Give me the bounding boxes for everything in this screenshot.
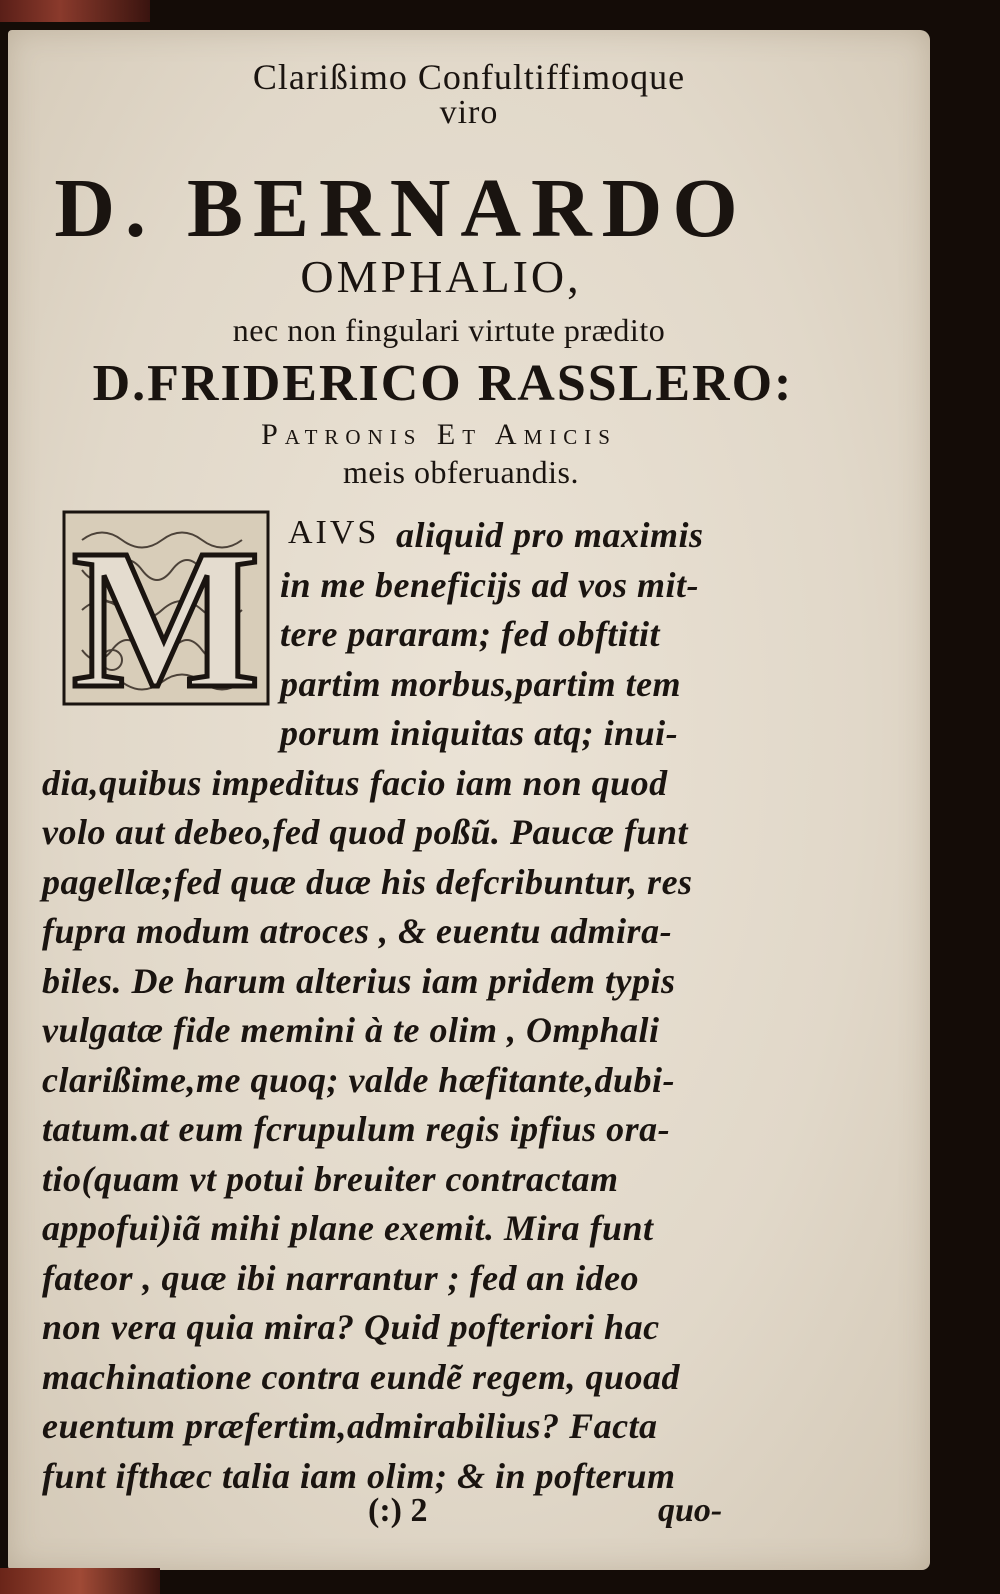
dedication-line-5: nec non fingulari virtute prædito [232,312,666,348]
body-line: funt ifthæc talia iam olim; & in pofterum [42,1455,676,1496]
body-line: volo aut debeo,fed quod poßũ. Paucæ funt [42,812,688,852]
opening-word: AIVS [288,514,380,551]
body-line: fupra modum atroces , & euentu admira- [42,911,673,951]
ornamental-initial-m [62,510,270,706]
body-line: euentum præfertim,admirabilius? Facta [42,1406,658,1446]
body-line: non vera quia mira? Quid pofteriori hac [42,1307,660,1347]
body-line: tio(quam vt potui breuiter contractam [42,1158,619,1199]
body-line: fateor , quæ ibi narrantur ; fed an ideo [42,1257,640,1298]
dedicatee-name-2: D.FRIDERICO RASSLERO: [92,355,794,412]
body-line: partim morbus,partim tem [280,663,682,704]
dedication-line-7: Patronis Et Amicis [261,418,617,451]
body-line: appofui)iã mihi plane exemit. Mira funt [42,1208,654,1248]
body-line: vulgatæ fide memini à te olim , Omphali [42,1010,660,1050]
binding-edge-bottom [0,1568,160,1594]
signature-mark: (:) 2 [368,1492,428,1529]
body-line: pagellæ;fed quæ duæ his defcribuntur, res [42,861,693,902]
dedication-line-2: viro [439,94,499,131]
dedication-line-8: meis obferuandis. [343,454,579,490]
body-line: clarißime,me quoq; valde hæfitante,dubi- [42,1059,675,1100]
dedicatee-name-1: D. BERNARDO [54,162,748,255]
body-line: porum iniquitas atq; inui- [280,713,679,753]
dedication-line-1: Clarißimo Confultiffimoque [252,57,686,97]
body-line: in me beneficijs ad vos mit- [280,564,699,605]
body-line: machinatione contra eundẽ regem, quoad [42,1356,681,1397]
book-page [8,30,930,1570]
binding-edge-top [0,0,150,22]
body-line: dia,quibus impeditus facio iam non quod [42,762,668,803]
body-line: tatum.at eum fcrupulum regis ipfius ora- [42,1109,671,1149]
dedicatee-surname-1: OMPHALIO, [300,251,582,302]
catchword: quo- [658,1492,723,1529]
body-line: aliquid pro maximis [396,515,704,555]
dropcap-letter: M [71,510,261,706]
body-line: tere pararam; fed obftitit [280,614,660,654]
body-line: biles. De harum alterius iam pridem typis [42,960,676,1001]
